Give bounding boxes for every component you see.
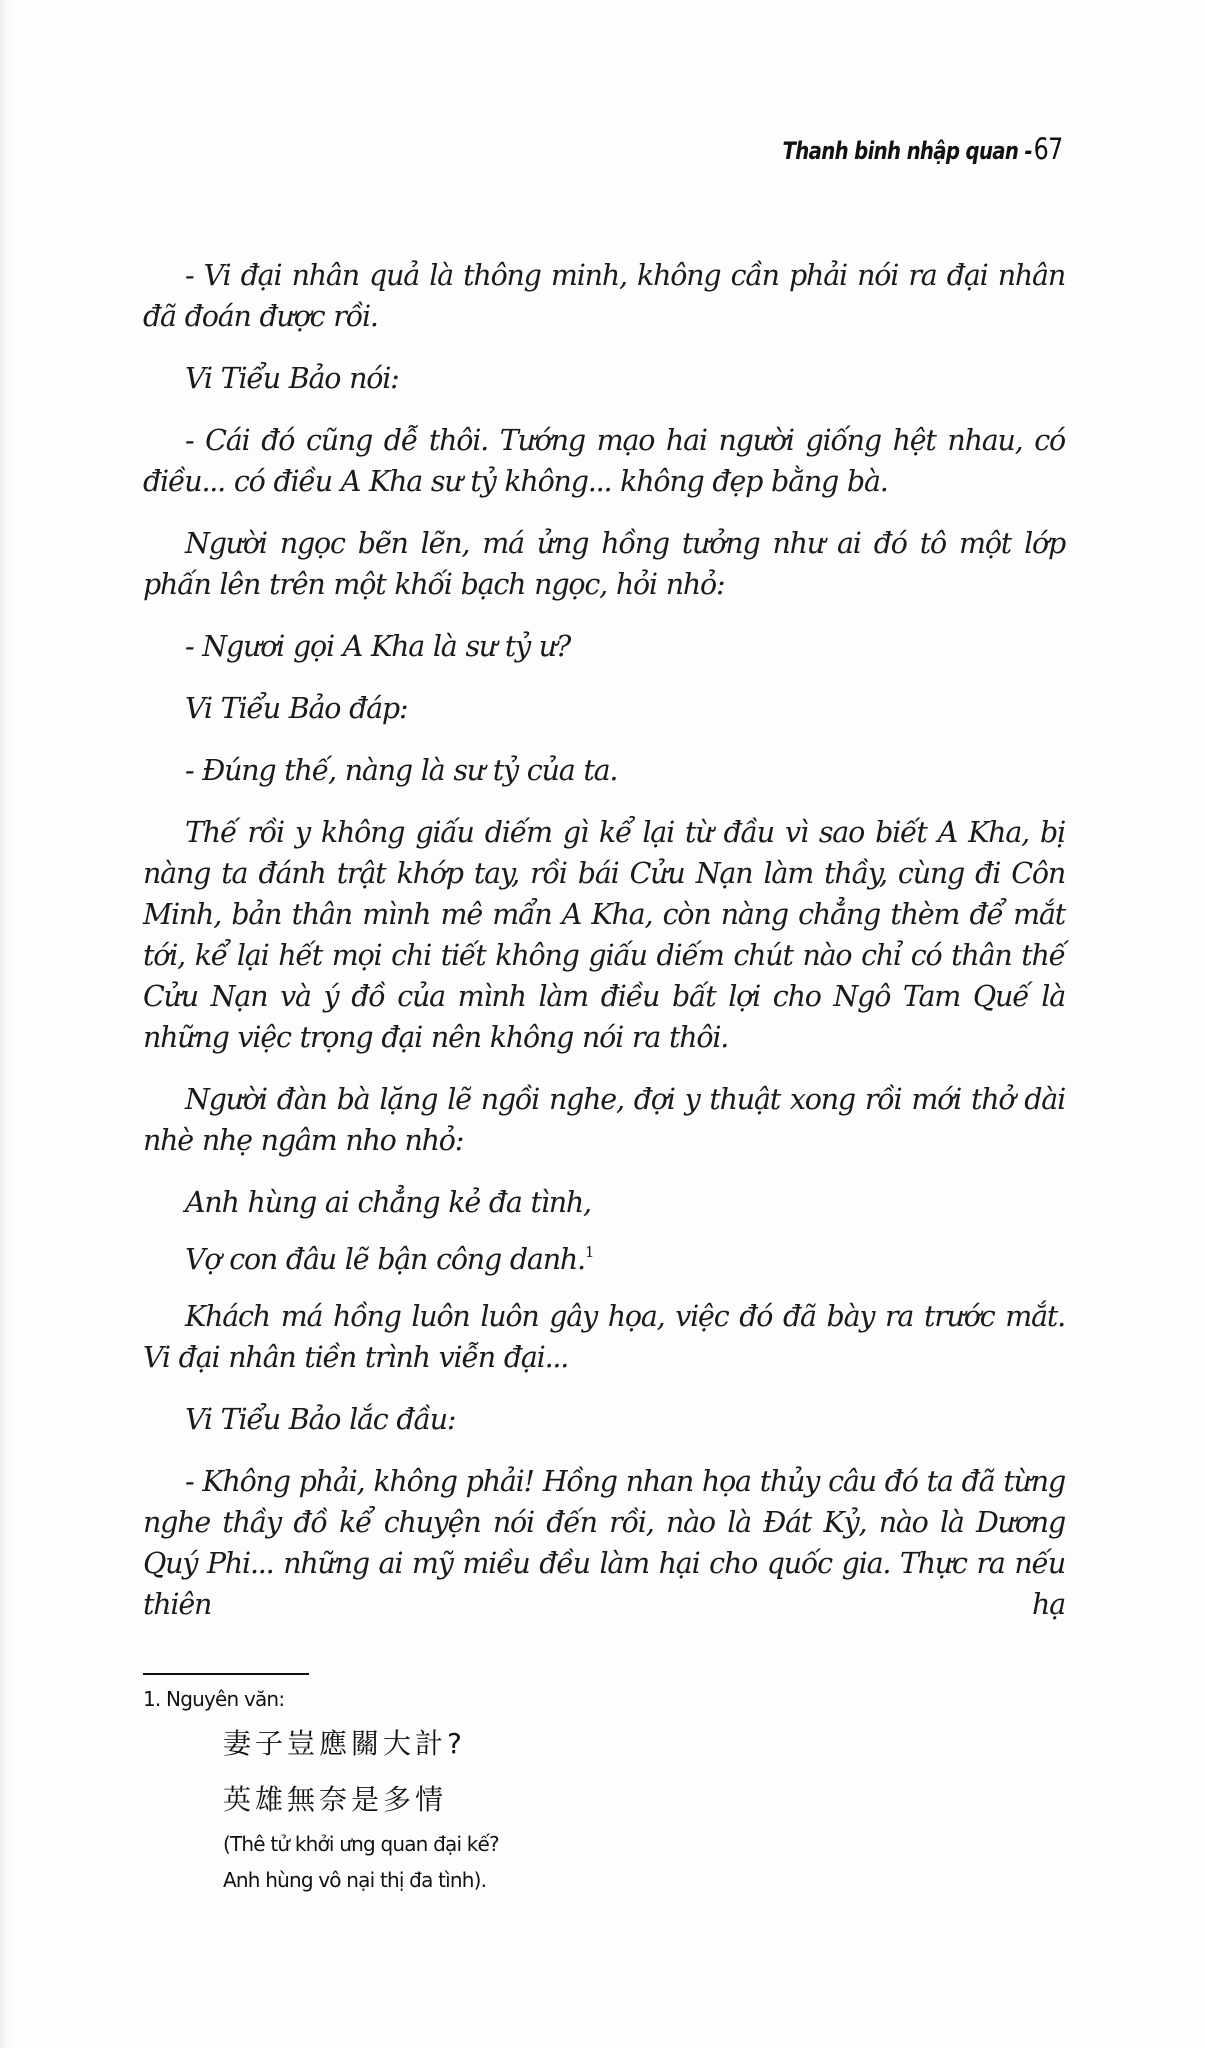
verse-line: Anh hùng ai chẳng kẻ đa tình, (185, 1186, 591, 1219)
running-title: Thanh binh nhập quan (782, 137, 1019, 165)
paragraph: Vi Tiểu Bảo nói: (185, 362, 399, 395)
paragraph: Khách má hồng luôn luôn gây họa, việc đó đã bày ra trước mắt. Vi đại nhân tiền trình viễn đại... (143, 1300, 1065, 1374)
page-number: 67 (1034, 132, 1063, 166)
running-header (783, 132, 1063, 166)
footnote-label: 1. Nguyên văn: (143, 1687, 285, 1711)
verse-line (143, 1239, 1065, 1280)
paragraph: - Ngươi gọi A Kha là sư tỷ ư? (185, 630, 571, 663)
paragraph: Người ngọc bẽn lẽn, má ửng hồng tưởng như ai đó tô một lớp phấn lên trên một khối bạch ngọc, hỏi nhỏ: (143, 527, 1065, 601)
body-text (143, 255, 1065, 1646)
paragraph: Vi Tiểu Bảo đáp: (185, 692, 408, 725)
verse-text: Vợ con đâu lẽ bận công danh. (185, 1243, 585, 1276)
paragraph: Người đàn bà lặng lẽ ngồi nghe, đợi y thuật xong rồi mới thở dài nhè nhẹ ngâm nho nhỏ: (143, 1083, 1065, 1157)
transliteration-line: (Thê tử khởi ưng quan đại kế? (223, 1832, 499, 1856)
paragraph: - Đúng thế, nàng là sư tỷ của ta. (185, 754, 618, 787)
footnote-divider (143, 1673, 309, 1675)
paragraph: Thế rồi y không giấu diếm gì kể lại từ đầu vì sao biết A Kha, bị nàng ta đánh trật khớp tay, rồi bái Cửu Nạn làm thầy, cùng đi Côn Minh, bản thân mình mê mẩn A Kha, còn nàng chẳng thèm để mắt tới, kể lại hết mọi chi tiết không giấu diếm chút nào chỉ có thân thế Cửu Nạn và ý đồ của mình làm điều bất lợi cho Ngô Tam Quế là những việc trọng đại nên không nói ra thôi. (143, 816, 1065, 1054)
paragraph: - Không phải, không phải! Hồng nhan họa thủy câu đó ta đã từng nghe thầy đồ kể chuyện nói đến rồi, nào là Đát Kỷ, nào là Dương Quý Phi... những ai mỹ miều đều làm hại cho quốc gia. Thực ra nếu thiên hạ (143, 1465, 1065, 1621)
paragraph: - Cái đó cũng dễ thôi. Tướng mạo hai người giống hệt nhau, có điều... có điều A Kha sư tỷ không... không đẹp bằng bà. (143, 424, 1065, 498)
chinese-verse-line: 妻子豈應關大計? (223, 1727, 466, 1760)
title-separator: - (1018, 137, 1033, 165)
footnote (143, 1684, 499, 1898)
footnote-marker[interactable]: 1 (584, 1243, 594, 1261)
paragraph: - Vi đại nhân quả là thông minh, không cần phải nói ra đại nhân đã đoán được rồi. (143, 259, 1065, 333)
transliteration-line: Anh hùng vô nại thị đa tình). (223, 1868, 487, 1892)
chinese-verse-line: 英雄無奈是多情 (223, 1783, 448, 1816)
paragraph: Vi Tiểu Bảo lắc đầu: (185, 1403, 456, 1436)
footnote-original-text (223, 1718, 499, 1898)
